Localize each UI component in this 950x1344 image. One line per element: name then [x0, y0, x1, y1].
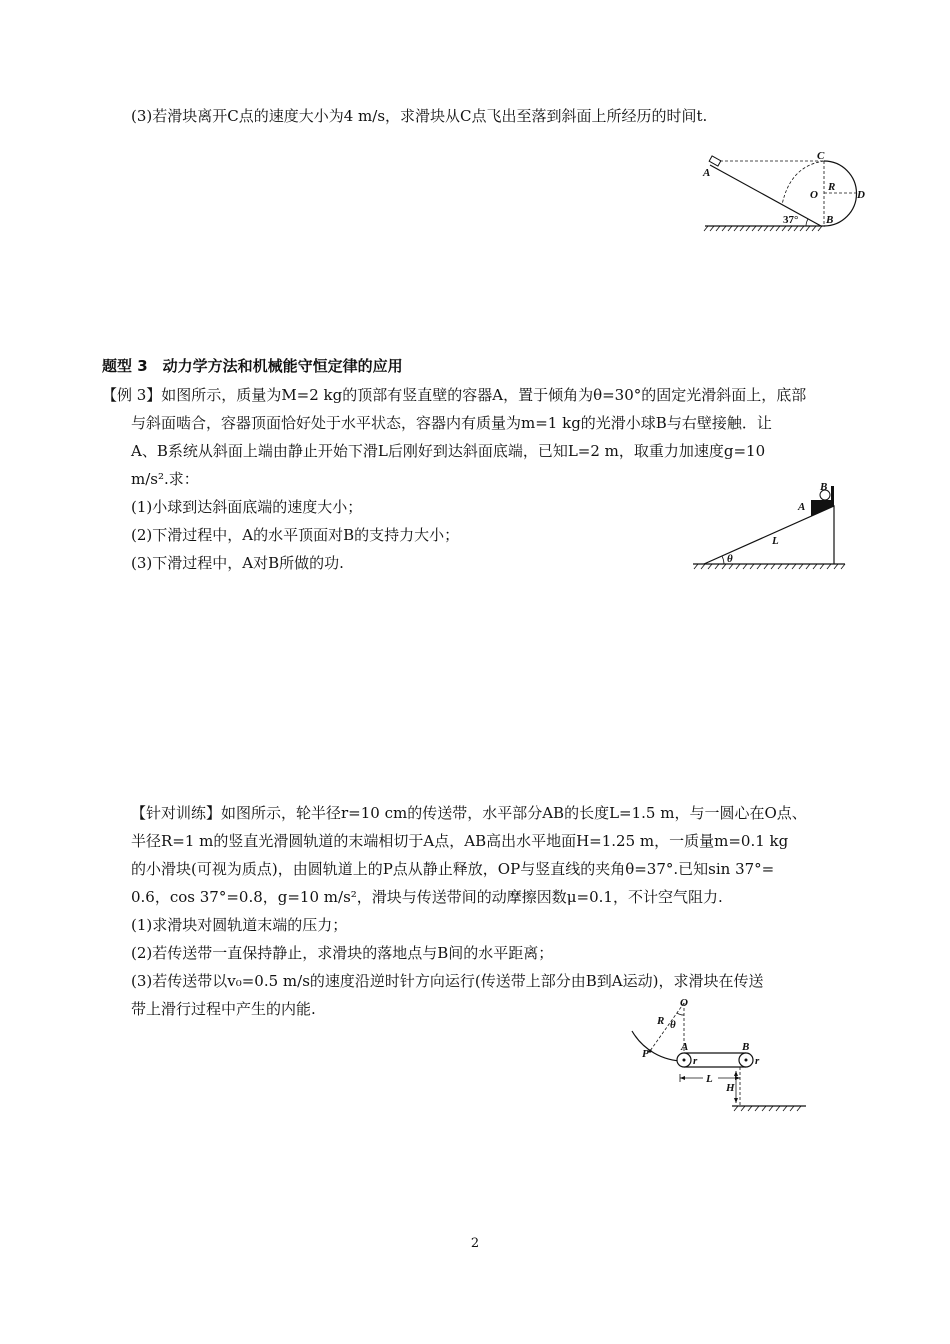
- training-line-3: 的小滑块(可视为质点)，由圆轨道上的P点从静止释放，OP与竖直线的夹角θ=37°.已知sin 37°=: [131, 860, 775, 878]
- fig3-label-p: P: [642, 1048, 649, 1060]
- example3-line-1: 【例 3】如图所示，质量为M=2 kg的顶部有竖直壁的容器A，置于倾角为θ=30°的固定光滑斜面上，底部: [102, 386, 807, 404]
- example3-line-3: A、B系统从斜面上端由静止开始下滑L后刚好到达斜面底端，已知L=2 m，取重力加速度g=10: [131, 442, 766, 460]
- fig1-label-b: B: [826, 214, 834, 226]
- figure-container-incline: [690, 480, 850, 572]
- fig3-label-l: L: [706, 1073, 713, 1085]
- training-question-1: (1)求滑块对圆轨道末端的压力；: [131, 916, 348, 934]
- section-heading-type3: 题型 3 动力学方法和机械能守恒定律的应用: [102, 357, 403, 375]
- training-question-3: (3)若传送带以v₀=0.5 m/s的速度沿逆时针方向运行(传送带上部分由B到A运动)，求滑块在传送: [131, 972, 764, 990]
- fig3-label-h: H: [726, 1082, 735, 1094]
- fig1-label-o: O: [810, 189, 818, 201]
- example3-line-4: m/s².求：: [131, 470, 199, 488]
- fig1-label-angle: 37°: [783, 214, 799, 226]
- fig2-label-l: L: [772, 535, 779, 547]
- training-question-3-cont: 带上滑行过程中产生的内能.: [131, 1000, 316, 1018]
- fig3-label-r2: r: [755, 1055, 760, 1067]
- training-line-4: 0.6，cos 37°=0.8，g=10 m/s²，滑块与传送带间的动摩擦因数μ=0.1，不计空气阻力.: [131, 888, 723, 906]
- training-line-2: 半径R=1 m的竖直光滑圆轨道的末端相切于A点，AB高出水平地面H=1.25 m，一质量m=0.1 kg: [131, 832, 789, 850]
- fig1-label-r: R: [828, 181, 836, 193]
- fig3-label-a: A: [681, 1041, 689, 1053]
- example3-question-1: (1)小球到达斜面底端的速度大小；: [131, 498, 363, 516]
- fig3-label-theta: θ: [670, 1019, 676, 1031]
- training-line-1: 【针对训练】如图所示，轮半径r=10 cm的传送带，水平部分AB的长度L=1.5 m，与一圆心在O点、: [131, 804, 807, 822]
- fig3-label-b: B: [742, 1041, 750, 1053]
- fig1-label-a: A: [703, 167, 711, 179]
- fig3-label-r: R: [657, 1015, 665, 1027]
- page-number: 2: [470, 1236, 480, 1251]
- question-3-top: (3)若滑块离开C点的速度大小为4 m/s，求滑块从C点飞出至落到斜面上所经历的时间t.: [131, 107, 708, 125]
- fig2-label-a: A: [798, 501, 806, 513]
- fig2-label-b: B: [820, 481, 828, 493]
- example3-line-2: 与斜面啮合，容器顶面恰好处于水平状态，容器内有质量为m=1 kg的光滑小球B与右壁接触．让: [131, 414, 772, 432]
- fig1-label-c: C: [817, 150, 825, 162]
- example3-question-3: (3)下滑过程中，A对B所做的功.: [131, 554, 344, 572]
- fig1-label-d: D: [857, 189, 865, 201]
- figure-incline-semicircle: [700, 148, 870, 234]
- example3-question-2: (2)下滑过程中，A的水平顶面对B的支持力大小；: [131, 526, 460, 544]
- training-question-2: (2)若传送带一直保持静止，求滑块的落地点与B间的水平距离；: [131, 944, 554, 962]
- fig3-label-o: O: [680, 997, 688, 1009]
- fig3-label-r1: r: [693, 1055, 698, 1067]
- fig2-label-theta: θ: [727, 553, 733, 565]
- figure-track-conveyor: [628, 995, 813, 1113]
